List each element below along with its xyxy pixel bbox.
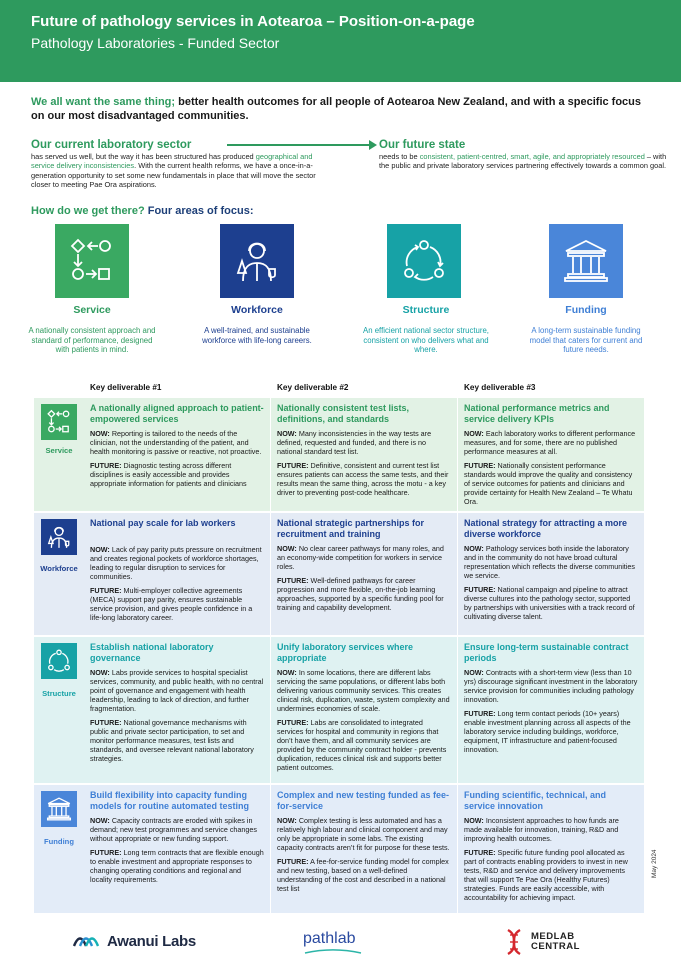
future-text: Labs are consolidated to integrated services for hospital and community in regions that don’t have them, and all community services are provided by the community contract holder - prevents duplication, reduces clinical risk and supports better patient outcomes. [277,718,447,772]
deliverable-future [90,461,264,488]
future-text: Specific future funding pool allocated as part of contracts enabling providers to invest in new tests, R&D and service and delivery improvements that will support Te Pae Ora (Healthy Futures) strategies. Funds are easily accessible, with accountability for achieving impact. [464,848,628,902]
publish-date: May 2024 [651,849,658,878]
scientist-icon [220,224,294,298]
now-label: NOW: [464,816,484,825]
medlab-name-2: CENTRAL [531,941,580,952]
deliverable-future [277,718,451,772]
flow-icon [55,224,129,298]
row-label-structure [34,637,84,783]
future-text: National governance mechanisms with public and private sector participation, to set and monitor performance measures, test lists and standards, and oversee relevant national laboratory strategies. [90,718,254,763]
row-label-text: Workforce [40,564,78,573]
deliverable-cell [271,637,457,783]
future-state [379,138,669,171]
header-banner [0,0,681,82]
page-title: Future of pathology services in Aotearoa – Position-on-a-page [31,13,475,30]
current-heading: Our current laboratory sector [31,139,192,151]
now-text: Each laboratory works to different performance measures, and for some, there are no published performance measures at all. [464,429,636,456]
deliverable-title: Funding scientific, technical, and service innovation [464,790,607,811]
deliverable-future [464,709,638,754]
pathlab-swoosh-icon [303,949,363,955]
deliverable-cell [271,785,457,913]
now-text: Complex testing is less automated and has a relatively high labour and clinical component and may only be appropriate in some labs. The existing capacity contracts aren’t fit for purpose for these tests. [277,816,450,852]
future-text: Definitive, consistent and current test list ensures patients can access the same tests, and their results mean the same thing, across the motu - a key driver to preventing post-code healthcare. [277,461,449,497]
now-text: Capacity contracts are eroded with spikes in demand; new test programmes and service changes without appropriate or new funding support. [90,816,257,843]
deliverable-future [90,718,264,763]
focus-title: Four areas of focus: [144,205,254,217]
now-label: NOW: [277,668,297,677]
future-heading: Our future state [379,139,466,151]
future-label: FUTURE: [277,461,309,470]
deliverable-now [277,668,451,713]
now-label: NOW: [90,816,110,825]
scientist-icon [41,519,77,555]
row-label-text: Structure [42,689,76,698]
now-text: No clear career pathways for many roles, and an economy-wide competition for workers in service roles. [277,544,444,571]
medlab-name [531,932,580,952]
row-funding [34,785,644,913]
arrow-right-icon [369,140,377,150]
cycle-icon [41,643,77,679]
future-text: Well-defined pathways for career progression and more flexible, on-the-job learning approaches, supported by a specific funding pool for training and capability development. [277,576,444,612]
now-label: NOW: [90,429,110,438]
deliverable-cell [271,398,457,511]
area-name: Structure [402,304,450,316]
deliverable-cell [271,513,457,635]
logo-bar [0,926,681,961]
deliverable-cell [84,785,270,913]
pathlab-name: pathlab [303,930,356,947]
awanui-name: Awanui Labs [107,932,196,950]
deliverable-future [464,848,638,902]
deliverable-future [277,857,451,893]
deliverable-header-1: Key deliverable #1 [90,383,162,392]
row-label-text: Funding [44,837,74,846]
area-desc: A well-trained, and sustainable workforce with life-long careers. [202,326,312,345]
future-label: FUTURE: [277,576,309,585]
area-structure [359,224,489,355]
deliverable-header-3: Key deliverable #3 [464,383,536,392]
deliverable-title: Complex and new testing funded as fee-for-service [277,790,450,811]
deliverable-title: Unify laboratory services where appropriate [277,642,414,663]
intro-highlight: We all want the same thing; [31,96,176,108]
now-text: Many inconsistencies in the way tests are defined, requested and funded, and there is no national standard test list. [277,429,432,456]
now-text: In some locations, there are different labs servicing the same populations, or different labs both delivering various community services. This creates clinical risk, duplication, waste, system complexity and undermines economies of scale. [277,668,450,713]
deliverable-title: National strategy for attracting a more diverse workforce [464,518,628,539]
flow-icon [41,404,77,440]
now-label: NOW: [90,544,110,554]
deliverable-header-2: Key deliverable #2 [277,383,349,392]
future-text: Diagnostic testing across different disciplines is easily accessible and provides appropriate information for patients and clinicians [90,461,247,488]
future-text: National campaign and pipeline to attract diverse cultures into the pathology sector, supported by partnerships with universities with a track record of cultivating diverse talent. [464,585,635,621]
now-text: Pathology services both inside the laboratory and in the community do not have broad cultural representation which reflects the diverse communities we service. [464,544,635,580]
area-name: Funding [565,304,607,316]
row-label-funding [34,785,84,913]
future-text-b: – with the public and private laboratory services partnering effectively towards a common goal. [379,152,667,171]
bank-icon [41,791,77,827]
page-subtitle: Pathology Laboratories - Funded Sector [31,35,280,51]
current-text-highlight: geographical and service delivery inconsistencies [31,152,313,171]
dna-icon [503,928,525,956]
deliverable-title: Nationally consistent test lists, definitions, and standards [277,403,410,424]
area-service [27,224,157,355]
future-text: Long term contracts that are flexible enough to enable investment and appropriate responses to changing operating conditions and regional and locality requirements. [90,848,264,884]
area-funding [521,224,651,355]
row-label-text: Service [45,446,73,455]
area-desc: A long-term sustainable funding model that caters for current and future needs. [529,326,643,355]
now-label: NOW: [90,668,110,677]
deliverable-now [464,816,638,843]
future-label: FUTURE: [90,718,122,727]
now-text: Contracts with a short-term view (less than 10 yrs) discourage significant investment in the laboratory service provision for communities including pathology innovation. [464,668,638,704]
deliverable-cell [458,785,644,913]
future-text: Nationally consistent performance standards would improve the quality and consistency of service outcomes for patients and clinicians and provide certainty for Health New Zealand – Te Whatu Ora. [464,461,633,506]
deliverable-cell [84,398,270,511]
row-structure [34,637,644,783]
focus-heading [31,205,253,217]
future-label: FUTURE: [90,585,122,595]
awanui-logo [72,930,196,952]
future-label: FUTURE: [464,461,496,470]
now-label: NOW: [464,544,484,553]
area-desc: A nationally consistent approach and standard of performance, designed with patients in mind. [28,326,156,355]
future-label: FUTURE: [464,709,496,718]
deliverable-title: National performance metrics and service delivery KPIs [464,403,610,424]
intro-text: better health outcomes for all people of Aotearoa New Zealand, and with a specific focus on our most disadvantaged communities. [31,96,642,122]
future-label: FUTURE: [464,585,496,594]
awanui-wave-icon [72,930,102,952]
area-workforce [192,224,322,345]
deliverable-now [464,668,638,704]
future-label: FUTURE: [90,848,122,857]
deliverable-cell [458,398,644,511]
deliverable-future [90,848,264,884]
row-label-workforce [34,513,84,635]
pathlab-logo [303,930,363,955]
cycle-icon [387,224,461,298]
row-workforce [34,513,644,635]
deliverable-cell [458,637,644,783]
deliverable-title: Build flexibility into capacity funding models for routine automated testing [90,790,250,811]
deliverable-cell [458,513,644,635]
deliverable-now [277,429,451,456]
future-text: Long term contact periods (10+ years) enable investment planning across all aspects of the laboratory service including buildings, workforce, equipment, IT infrastructure and patient-focused innovation. [464,709,631,754]
now-text: Labs provide services to hospital specialist services, community, and public health, with no central point of governance and engagement with health leadership, leading to lack of direction, and further fragmentation. [90,668,264,713]
current-text-b: . With the current health reforms, we have a once-in-a-generation opportunity to set some new fundamentals in place that will move the sector closer to meeting Pae Ora aspirations. [31,161,316,189]
deliverable-title: National strategic partnerships for recruitment and training [277,518,425,539]
deliverable-now [464,544,638,580]
deliverable-now [277,544,451,571]
future-text-highlight: consistent, patient-centred, smart, agile, and appropriately resourced [419,152,645,161]
now-label: NOW: [464,429,484,438]
deliverable-future [464,585,638,621]
now-text: Lack of pay parity puts pressure on recruitment and creates regional pockets of workforce shortages, leading to regular disruption to services for communities. [90,544,262,581]
deliverable-future [90,586,264,622]
intro-statement [31,96,651,123]
deliverable-now [90,816,264,843]
deliverable-cell [84,513,270,635]
area-desc: An efficient national sector structure, consistent on who delivers what and where. [363,326,489,355]
row-service [34,398,644,511]
deliverable-future [277,461,451,497]
medlab-name-1: MEDLAB [531,931,575,942]
future-label: FUTURE: [277,718,309,727]
future-label: FUTURE: [464,848,496,857]
deliverable-now [90,545,264,581]
current-text-a: has served us well, but the way it has been structured has produced [31,152,256,161]
now-label: NOW: [464,668,484,677]
now-text: Reporting is tailored to the needs of the clinician, not the understanding of the patient, and health monitoring is passive or reactive, not proactive. [90,429,262,456]
future-text [379,152,669,171]
area-name: Workforce [231,304,283,316]
deliverable-title: A nationally aligned approach to patient-empowered services [90,403,264,424]
now-label: NOW: [277,816,297,825]
focus-lead: How do we get there? [31,205,145,217]
deliverable-now [90,668,264,713]
future-label: FUTURE: [90,461,122,470]
deliverable-future [277,576,451,612]
future-label: FUTURE: [277,857,309,866]
deliverable-title: National pay scale for lab workers [90,518,236,528]
deliverable-title: Ensure long-term sustainable contract periods [464,642,629,663]
arrow-line [227,144,375,146]
future-text: A fee-for-service funding model for complex and new testing, based on a well-defined understanding of the cost and described in a national test list [277,857,449,893]
now-label: NOW: [277,544,297,553]
current-text [31,152,321,189]
deliverable-title: Establish national laboratory governance [90,642,214,663]
row-label-service [34,398,84,511]
deliverable-now [277,816,451,852]
now-label: NOW: [277,429,297,438]
deliverable-now [464,429,638,456]
deliverable-now [90,429,264,456]
deliverable-future [464,461,638,506]
future-text-a: needs to be [379,152,420,161]
bank-icon [549,224,623,298]
future-text: Multi-employer collective agreements (MECA) support pay parity, ensures sustainable service provision, and gives people confidence in a life-long laboratory career. [90,585,253,622]
deliverable-cell [84,637,270,783]
area-name: Service [73,304,111,316]
medlab-logo [503,928,580,956]
now-text: Inconsistent approaches to how funds are made available for innovation, training, R&D and improving health outcomes. [464,816,619,843]
